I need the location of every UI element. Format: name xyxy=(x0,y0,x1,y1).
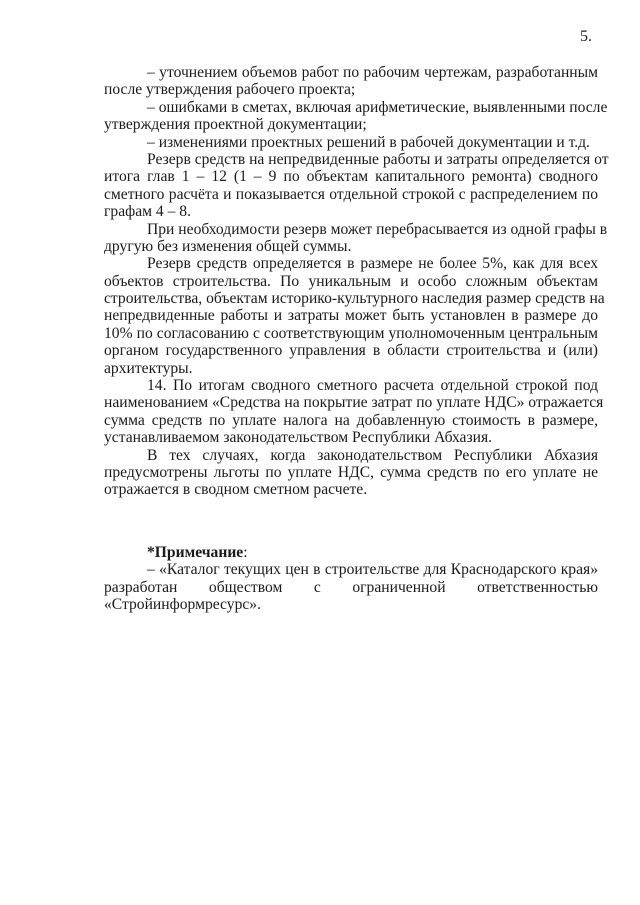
text-line: При необходимости резерв может перебрасывается из одной графы в xyxy=(147,220,608,238)
text-line: Резерв средств на непредвиденные работы и затраты определяется от xyxy=(147,150,609,168)
text-line: В тех случаях, когда законодательством Республики Абхазия xyxy=(147,446,598,464)
text-line: – изменениями проектных решений в рабочей документации и т.д. xyxy=(147,133,590,151)
text-line: устанавливаемом законодательством Республики Абхазия. xyxy=(104,429,493,447)
text-line: после утверждения рабочего проекта; xyxy=(104,81,356,99)
paragraph xyxy=(104,134,598,151)
text-line: Резерв средств определяется в размере не более 5%, как для всех xyxy=(147,255,598,273)
paragraph xyxy=(104,377,604,447)
text-line: архитектуры. xyxy=(104,359,193,377)
text-line: объектов строительства. По уникальным и особо сложным объектам xyxy=(104,272,598,290)
text-line: строительства, объектам историко-культурного наследия размер средств на xyxy=(104,290,605,308)
text-line: сметного расчёта и показывается отдельной строкой с распределением по xyxy=(104,185,598,203)
paragraph xyxy=(104,220,608,256)
text-line: органом государственного управления в области строительства и (или) xyxy=(104,342,598,360)
note-colon: : xyxy=(243,544,248,561)
note-line: «Стройинформресурс». xyxy=(104,596,261,614)
paragraph xyxy=(104,447,598,499)
text-line: – ошибками в сметах, включая арифметические, выявленными после xyxy=(147,98,608,116)
text-line: предусмотрены льготы по уплате НДС, сумма средств по его уплате не xyxy=(104,463,598,481)
note-title: *Примечание xyxy=(147,544,244,561)
text-line: – уточнением объемов работ по рабочим чертежам, разработанным xyxy=(147,64,598,81)
text-line: наименованием «Средства на покрытие затрат по уплате НДС» отражается xyxy=(104,394,604,412)
page-number: 5. xyxy=(580,28,592,45)
paragraph xyxy=(104,255,605,377)
text-line: итога глав 1 – 12 (1 – 9 по объектам капитального ремонта) сводного xyxy=(104,168,598,186)
text-line: 10% по согласованию с соответствующим уполномоченным центральным xyxy=(104,324,598,342)
note-block xyxy=(104,544,598,614)
note-line: – «Каталог текущих цен в строительстве для Краснодарского края» xyxy=(147,561,598,579)
text-line: отражается в сводном сметном расчете. xyxy=(104,481,368,499)
note-heading xyxy=(104,544,598,561)
text-line: графам 4 – 8. xyxy=(104,203,191,221)
text-line: утверждения проектной документации; xyxy=(104,116,367,134)
paragraph xyxy=(104,98,608,134)
paragraph xyxy=(104,150,609,221)
note-line: разработан обществом с ограниченной ответственностью xyxy=(104,578,598,596)
body-text xyxy=(104,64,609,499)
paragraph xyxy=(104,64,598,99)
text-line: 14. По итогам сводного сметного расчета отдельной строкой под xyxy=(147,377,598,395)
text-line: другую без изменения общей суммы. xyxy=(104,237,352,255)
text-line: сумма средств по уплате налога на добавленную стоимость в размере, xyxy=(104,411,598,429)
text-line: непредвиденные работы и затраты может быть установлен в размере до xyxy=(104,307,598,325)
